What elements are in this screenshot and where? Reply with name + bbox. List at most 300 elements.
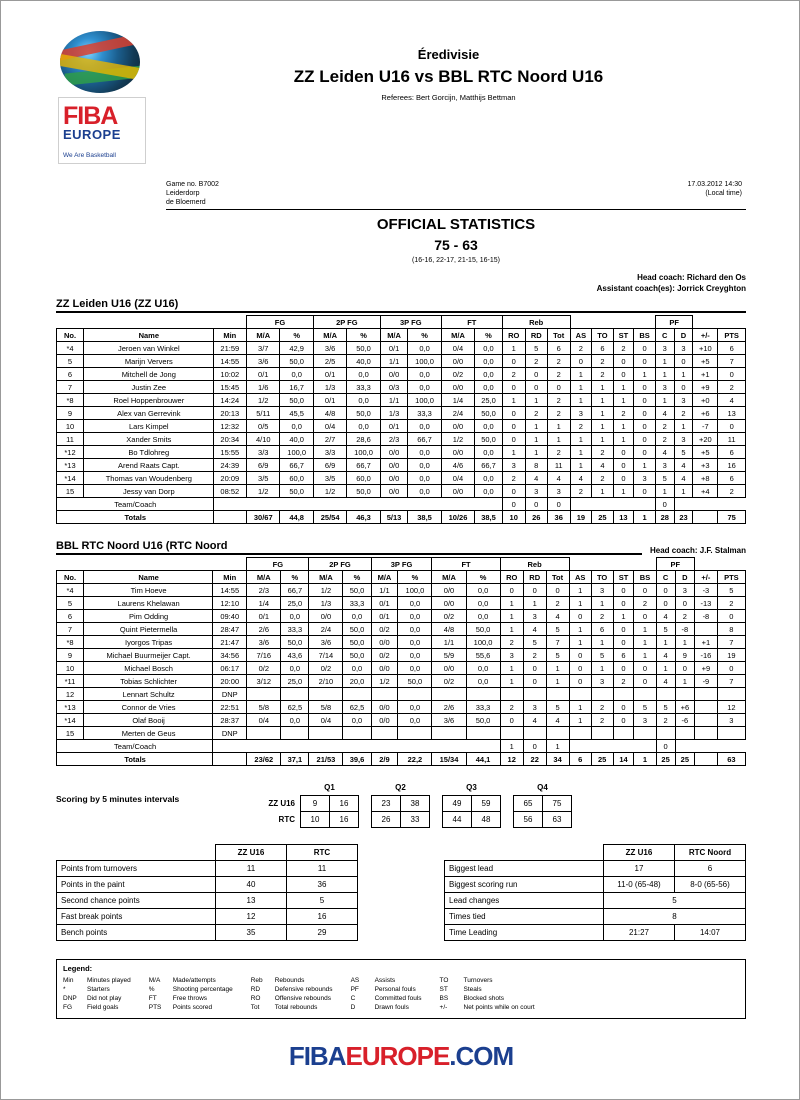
stats-value-a: 11 [216, 861, 287, 877]
cell-c: 0 [656, 740, 675, 753]
legend-key: +/- [439, 1004, 448, 1011]
cell-ro: 2 [502, 368, 525, 381]
away-team-name: BBL RTC Noord U16 (RTC Noord [56, 540, 642, 555]
cell-blank3 [675, 740, 745, 753]
cell-no: 6 [57, 368, 84, 381]
cell-to: 2 [592, 472, 613, 485]
cell-ftp: 0,0 [466, 675, 500, 688]
cell-ft: 0/0 [432, 662, 466, 675]
cell-rd: 4 [523, 714, 546, 727]
cell-to: 1 [592, 433, 613, 446]
col-tot: Tot [546, 571, 569, 584]
cell-fgp: 25,0 [281, 597, 309, 610]
interval-value: 56 [514, 812, 543, 828]
cell-fgp: 0,0 [281, 610, 309, 623]
stats-key: Points in the paint [57, 877, 216, 893]
table-row[interactable] [57, 636, 746, 649]
cell-ro [500, 727, 523, 740]
stats-corner [445, 845, 604, 861]
col--: % [408, 329, 441, 342]
cell-ft: 1/1 [432, 636, 466, 649]
cell-name: Lars Kimpel [84, 420, 214, 433]
cell-p3: 0/0 [371, 701, 398, 714]
cell-c: 5 [656, 701, 675, 714]
table-row[interactable] [57, 610, 746, 623]
cell-ftp: 0,0 [475, 355, 503, 368]
stats-col-a: ZZ U16 [604, 845, 675, 861]
table-row[interactable] [57, 584, 746, 597]
game-meta [56, 180, 746, 209]
cell-p3: 0/1 [380, 420, 408, 433]
cell-fg: 0/2 [247, 662, 281, 675]
cell-ftp: 0,0 [475, 446, 503, 459]
totals-row [57, 753, 746, 766]
cell-p2: 0/4 [309, 714, 343, 727]
cell-tot: 5 [546, 649, 569, 662]
cell-st: 1 [613, 610, 634, 623]
table-row[interactable] [57, 485, 746, 498]
cell-fgp: 43,6 [281, 649, 309, 662]
cell-fgp: 50,0 [281, 636, 309, 649]
stats-row [445, 877, 746, 893]
col-name: Name [84, 571, 213, 584]
cell-fg: 1/2 [247, 485, 280, 498]
cell-min: 28:37 [213, 714, 247, 727]
cell-d: 3 [674, 342, 693, 355]
cell-name: Mitchell de Jong [84, 368, 214, 381]
cell-c: 0 [656, 597, 675, 610]
cell-p3p [398, 688, 432, 701]
col-m-a: M/A [313, 329, 346, 342]
cell-p2p: 0,0 [343, 662, 371, 675]
cell-rd: 0 [523, 740, 546, 753]
col-rd: RD [525, 329, 547, 342]
cell-pm: -8 [695, 610, 718, 623]
cell-pm: +1 [693, 368, 718, 381]
cell-blank2 [569, 740, 656, 753]
group-2pfg: 2P FG [309, 558, 371, 571]
cell-st: 2 [613, 675, 634, 688]
cell-p2: 0/4 [313, 420, 346, 433]
table-row[interactable] [57, 714, 746, 727]
cell-ftp: 50,0 [475, 433, 503, 446]
cell-tot: 2 [547, 407, 570, 420]
cell-p3: 1/1 [380, 394, 408, 407]
cell-fg: 1/4 [247, 597, 281, 610]
cell-d: -6 [675, 714, 694, 727]
legend-key: DNP [63, 995, 77, 1002]
cell-fg: 1/2 [247, 394, 280, 407]
table-row[interactable] [57, 355, 746, 368]
cell-min: DNP [213, 688, 247, 701]
cell-rd: 3 [525, 485, 547, 498]
cell-fg: 5/11 [247, 407, 280, 420]
cell-fgp: 0,0 [281, 714, 309, 727]
home-coaches [56, 272, 746, 294]
cell-p3: 0/0 [371, 714, 398, 727]
cell-ft: 1/2 [441, 433, 474, 446]
stats-value-b: 29 [287, 925, 358, 941]
table-row[interactable] [57, 446, 746, 459]
cell-st: 1 [613, 420, 634, 433]
cell-p3p: 0,0 [398, 714, 432, 727]
col-no-: No. [57, 571, 84, 584]
cell-to: 1 [592, 485, 613, 498]
cell-pts: 6 [718, 446, 746, 459]
cell-fg: 3/7 [247, 342, 280, 355]
group-spacer3 [695, 558, 746, 571]
cell-pts: 6 [718, 342, 746, 355]
league-name: Éredivisie [417, 47, 480, 62]
period-scores: (16-16, 22-17, 21-15, 16-15) [412, 257, 500, 264]
cell-tot: 11 [547, 459, 570, 472]
cell-no: 9 [57, 407, 84, 420]
cell-rd: 8 [525, 459, 547, 472]
cell-pm: -13 [695, 597, 718, 610]
cell-p3p: 0,0 [398, 649, 432, 662]
cell-fgp [281, 727, 309, 740]
quarter-label: Q1 [324, 783, 335, 792]
stats-corner [57, 845, 216, 861]
legend-desc: Assists [374, 977, 396, 984]
cell-st: 0 [613, 714, 634, 727]
cell-ftp: 0,0 [466, 584, 500, 597]
table-row[interactable] [57, 688, 746, 701]
cell-to: 2 [592, 446, 613, 459]
col-m-a: M/A [441, 329, 474, 342]
interval-value: 38 [401, 796, 430, 812]
cell-tot: 5 [546, 701, 569, 714]
footer-europe: EUROPE [345, 1041, 450, 1071]
cell-total-p3p: 22,2 [398, 753, 432, 766]
cell-p2p: 50,0 [347, 342, 380, 355]
logo-europe-text: EUROPE [63, 127, 121, 142]
cell-no: 10 [57, 420, 84, 433]
cell-p2p [343, 688, 371, 701]
cell-p3p: 100,0 [408, 394, 441, 407]
col--: +/- [695, 571, 718, 584]
cell-pm: +9 [695, 662, 718, 675]
cell-ft [432, 727, 466, 740]
cell-blank3 [674, 498, 745, 511]
cell-c: 2 [656, 714, 675, 727]
cell-ro: 0 [500, 714, 523, 727]
cell-d: 4 [674, 459, 693, 472]
table-row[interactable] [57, 597, 746, 610]
basketball-icon [60, 31, 140, 93]
cell-p3p: 0,0 [398, 610, 432, 623]
cell-p2p: 60,0 [347, 472, 380, 485]
table-row[interactable] [57, 675, 746, 688]
cell-fg: 3/6 [247, 355, 280, 368]
cell-ro: 3 [500, 649, 523, 662]
col--: % [398, 571, 432, 584]
group-spacer3 [693, 316, 746, 329]
totals-row [57, 511, 746, 524]
cell-ro: 3 [502, 459, 525, 472]
stats-value-b: 16 [287, 909, 358, 925]
cell-min: 20:09 [213, 472, 246, 485]
legend-column [149, 976, 233, 1012]
interval-value: 10 [301, 812, 330, 828]
stats-value-b: 6 [675, 861, 746, 877]
cell-bs: 1 [634, 459, 656, 472]
cell-ft: 3/6 [432, 714, 466, 727]
cell-fgp: 42,9 [280, 342, 313, 355]
group-fg: FG [247, 316, 314, 329]
cell-pts: 12 [717, 701, 745, 714]
col-st: ST [613, 571, 634, 584]
table-row[interactable] [57, 701, 746, 714]
cell-ro: 1 [500, 597, 523, 610]
cell-p2p: 0,0 [343, 714, 371, 727]
ivl-spacer [236, 780, 301, 796]
col--: % [343, 571, 371, 584]
cell-name: Marijn Ververs [84, 355, 214, 368]
cell-fg: 3/5 [247, 472, 280, 485]
table-row[interactable] [57, 459, 746, 472]
col-bs: BS [634, 571, 656, 584]
col-name: Name [84, 329, 214, 342]
cell-fgp: 60,0 [280, 472, 313, 485]
cell-ro: 2 [502, 472, 525, 485]
col-m-a: M/A [380, 329, 408, 342]
cell-p2: 6/9 [313, 459, 346, 472]
table-row[interactable] [57, 623, 746, 636]
cell-p3: 0/3 [380, 381, 408, 394]
cell-p2p: 50,0 [343, 623, 371, 636]
cell-ft: 0/4 [441, 342, 474, 355]
legend-key: RD [250, 986, 261, 993]
cell-p3: 0/1 [371, 610, 398, 623]
cell-bs: 0 [634, 394, 656, 407]
fiba-europe-logo [58, 97, 146, 164]
cell-pts: 7 [717, 675, 745, 688]
cell-pm: -3 [695, 584, 718, 597]
stats-value-a: 17 [604, 861, 675, 877]
cell-ro: 0 [502, 381, 525, 394]
table-row[interactable] [57, 472, 746, 485]
cell-d: -8 [675, 623, 694, 636]
cell-as: 0 [569, 610, 591, 623]
cell-pts: 8 [717, 623, 745, 636]
table-row[interactable] [57, 394, 746, 407]
stats-value-a: 21:27 [604, 925, 675, 941]
cell-bs: 0 [634, 662, 656, 675]
stats-value-b: 36 [287, 877, 358, 893]
cell-to: 2 [591, 701, 613, 714]
cell-c: 4 [655, 407, 674, 420]
cell-p2: 0/2 [309, 662, 343, 675]
cell-min: 28:47 [213, 623, 247, 636]
cell-fg: 0/1 [247, 610, 281, 623]
legend-key: Min [63, 977, 74, 984]
cell-pts: 0 [718, 368, 746, 381]
cell-no: 12 [57, 688, 84, 701]
cell-ro: 0 [502, 485, 525, 498]
cell-ro: 2 [500, 701, 523, 714]
cell-min: 15:55 [213, 446, 246, 459]
stats-row [57, 861, 358, 877]
cell-ft: 0/0 [441, 420, 474, 433]
quarter-label: Q3 [466, 783, 477, 792]
cell-pts: 4 [718, 394, 746, 407]
cell-ro: 1 [500, 662, 523, 675]
cell-st: 0 [613, 472, 634, 485]
cell-ft: 2/4 [441, 407, 474, 420]
local-time-note: (Local time) [705, 190, 742, 197]
cell-c: 1 [655, 394, 674, 407]
cell-total-pts: 75 [718, 511, 746, 524]
ivl-gap [359, 812, 372, 828]
stats-row [445, 925, 746, 941]
cell-p2: 2/5 [313, 355, 346, 368]
cell-st [613, 727, 634, 740]
cell-to: 6 [592, 342, 613, 355]
col-d: D [675, 571, 694, 584]
cell-p2 [309, 727, 343, 740]
col-ro: RO [502, 329, 525, 342]
cell-total-ftp: 44,1 [466, 753, 500, 766]
cell-c: 4 [656, 649, 675, 662]
legend-title: Legend: [63, 964, 93, 973]
cell-bs: 0 [634, 675, 656, 688]
logo-tagline: We Are Basketball [63, 152, 116, 159]
interval-team-label: ZZ U16 [268, 799, 295, 808]
cell-rd: 0 [523, 675, 546, 688]
cell-name: Jeroen van Winkel [84, 342, 214, 355]
stats-key: Biggest scoring run [445, 877, 604, 893]
table-row[interactable] [57, 727, 746, 740]
cell-pm: +0 [693, 394, 718, 407]
cell-d [675, 727, 694, 740]
interval-value: 9 [301, 796, 330, 812]
cell-p2: 5/8 [309, 701, 343, 714]
cell-c: 1 [656, 662, 675, 675]
cell-p3: 1/3 [380, 407, 408, 420]
cell-tot: 5 [546, 623, 569, 636]
legend-desc: Field goals [87, 1004, 119, 1011]
legend-desc: Made/attempts [172, 977, 216, 984]
cell-p3p: 0,0 [398, 636, 432, 649]
group-ft: FT [432, 558, 500, 571]
table-row[interactable] [57, 368, 746, 381]
cell-name: Thomas van Woudenberg [84, 472, 214, 485]
cell-pts: 11 [718, 433, 746, 446]
col-to: TO [592, 329, 613, 342]
stats-value-span: 5 [604, 893, 746, 909]
cell-min: 10:02 [213, 368, 246, 381]
col--: % [475, 329, 503, 342]
legend-key: AS [350, 977, 360, 984]
col-m-a: M/A [432, 571, 466, 584]
cell-ftp: 50,0 [466, 714, 500, 727]
table-row[interactable] [57, 649, 746, 662]
cell-bs: 1 [634, 368, 656, 381]
table-row[interactable] [57, 407, 746, 420]
cell-ft: 0/4 [441, 472, 474, 485]
cell-p3: 0/1 [380, 342, 408, 355]
cell-no: 9 [57, 649, 84, 662]
stats-header-row [445, 845, 746, 861]
cell-ro: 0 [500, 584, 523, 597]
cell-rd [523, 688, 546, 701]
stats-key: Points from turnovers [57, 861, 216, 877]
cell-total-fg: 30/67 [247, 511, 280, 524]
cell-c [656, 688, 675, 701]
cell-ro: 1 [500, 740, 523, 753]
cell-tot: 0 [546, 584, 569, 597]
cell-no: 11 [57, 433, 84, 446]
table-row[interactable] [57, 662, 746, 675]
interval-value: 75 [543, 796, 572, 812]
stats-row [445, 893, 746, 909]
cell-d [675, 688, 694, 701]
cell-fgp: 45,5 [280, 407, 313, 420]
cell-no: *8 [57, 394, 84, 407]
cell-d: 1 [674, 368, 693, 381]
table-row[interactable] [57, 433, 746, 446]
cell-teamcoach-label: Team/Coach [57, 740, 213, 753]
group-pf: PF [655, 316, 693, 329]
cell-p3p [398, 727, 432, 740]
col-pts: PTS [717, 571, 745, 584]
cell-d: 0 [675, 597, 694, 610]
cell-bs: 0 [634, 610, 656, 623]
cell-ro: 0 [502, 355, 525, 368]
cell-st: 1 [613, 485, 634, 498]
cell-as: 1 [570, 446, 592, 459]
cell-bs: 3 [634, 472, 656, 485]
cell-p2: 3/6 [309, 636, 343, 649]
cell-as: 1 [569, 597, 591, 610]
table-row[interactable] [57, 381, 746, 394]
cell-tot [546, 688, 569, 701]
cell-p2p: 20,0 [343, 675, 371, 688]
cell-st: 2 [613, 407, 634, 420]
cell-c: 4 [656, 610, 675, 623]
cell-ft: 0/0 [432, 597, 466, 610]
cell-fgp: 100,0 [280, 446, 313, 459]
cell-no: *14 [57, 714, 84, 727]
cell-rd: 0 [525, 498, 547, 511]
ivl-gap [430, 780, 443, 796]
stats-value-a: 40 [216, 877, 287, 893]
cell-ftp: 0,0 [475, 342, 503, 355]
legend-key: % [148, 986, 155, 993]
cell-as: 4 [570, 472, 592, 485]
stats-row [445, 909, 746, 925]
col-c: C [656, 571, 675, 584]
stats-row [445, 861, 746, 877]
cell-to: 2 [591, 714, 613, 727]
table-row[interactable] [57, 342, 746, 355]
team-coach-row [57, 740, 746, 753]
cell-as: 1 [569, 701, 591, 714]
cell-ftp: 100,0 [466, 636, 500, 649]
cell-total-fg: 23/62 [247, 753, 281, 766]
cell-p2: 0/1 [313, 394, 346, 407]
legend-desc: Turnovers [463, 977, 493, 984]
cell-total-ft: 10/26 [441, 511, 474, 524]
cell-total-rd: 26 [525, 511, 547, 524]
cell-name: Tim Hoeve [84, 584, 213, 597]
cell-p3p: 0,0 [398, 623, 432, 636]
table-row[interactable] [57, 420, 746, 433]
ivl-gap [430, 812, 443, 828]
cell-to: 1 [592, 381, 613, 394]
cell-as: 2 [570, 342, 592, 355]
